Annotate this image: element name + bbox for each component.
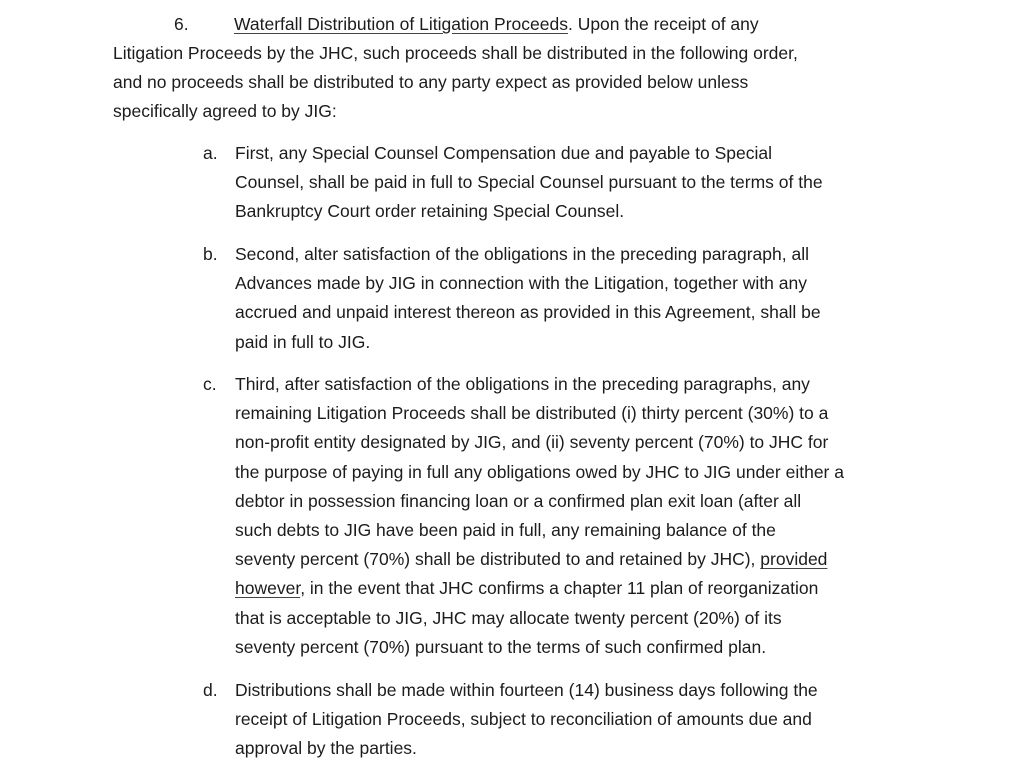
provided-however-emphasis: provided xyxy=(760,549,828,570)
section-title-punct: . xyxy=(567,14,573,34)
list-item-line: First, any Special Counsel Compensation due and payable to Special xyxy=(235,143,772,163)
list-item-body xyxy=(235,676,923,764)
list-item-line: Second, alter satisfaction of the obligations in the preceding paragraph, all xyxy=(235,244,809,264)
list-item-line: remaining Litigation Proceeds shall be distributed (i) thirty percent (30%) to a xyxy=(235,403,829,424)
section-heading-line xyxy=(113,10,903,39)
provided-however-emphasis: however xyxy=(235,578,301,599)
list-item-letter: a. xyxy=(203,143,218,163)
list-item-letter: c. xyxy=(203,374,217,394)
list-item-line: Distributions shall be made within fourteen (14) business days following the xyxy=(235,680,818,700)
section-6-paragraph xyxy=(113,10,903,126)
list-item-line: such debts to JIG have been paid in full, any remaining balance of the xyxy=(235,520,776,541)
list-item-line: accrued and unpaid interest thereon as provided in this Agreement, shall be xyxy=(235,302,821,323)
list-item-body xyxy=(235,240,923,357)
section-number: 6. xyxy=(174,14,189,34)
list-item-line xyxy=(235,574,923,603)
paragraph-line: Litigation Proceeds by the JHC, such proceeds shall be distributed in the following order, xyxy=(113,43,798,63)
list-item-line: Bankruptcy Court order retaining Special Counsel. xyxy=(235,201,625,222)
list-item-line: paid in full to JIG. xyxy=(235,331,371,352)
line-text: seventy percent (70%) shall be distributed to and retained by JHC), xyxy=(235,549,761,570)
list-item-line: receipt of Litigation Proceeds, subject to reconciliation of amounts due and xyxy=(235,709,812,730)
list-item-letter: b. xyxy=(203,244,218,264)
list-item-body xyxy=(235,370,923,662)
paragraph-line: Upon the receipt of any xyxy=(572,14,759,34)
list-item-line: Third, after satisfaction of the obligations in the preceding paragraphs, any xyxy=(235,374,810,394)
line-text: , in the event that JHC confirms a chapter 11 plan of reorganization xyxy=(300,578,819,599)
list-item-d xyxy=(203,676,923,764)
list-item-body xyxy=(235,139,923,227)
list-item-line xyxy=(235,545,923,574)
list-item-line: Advances made by JIG in connection with the Litigation, together with any xyxy=(235,273,807,294)
paragraph-line: and no proceeds shall be distributed to any party expect as provided below unless xyxy=(113,72,749,92)
list-item-line: debtor in possession financing loan or a confirmed plan exit loan (after all xyxy=(235,490,802,511)
list-item-letter: d. xyxy=(203,680,218,700)
list-item-line: Counsel, shall be paid in full to Special Counsel pursuant to the terms of the xyxy=(235,172,823,193)
list-item-line: seventy percent (70%) pursuant to the terms of such confirmed plan. xyxy=(235,636,767,657)
list-item-line: non-profit entity designated by JIG, and (ii) seventy percent (70%) to JHC for xyxy=(235,432,829,453)
list-item-c xyxy=(203,370,923,662)
list-item-line: the purpose of paying in full any obligations owed by JHC to JIG under either a xyxy=(235,461,844,482)
list-item-line: that is acceptable to JIG, JHC may allocate twenty percent (20%) of its xyxy=(235,607,782,628)
list-item-b xyxy=(203,240,923,357)
list-item-a xyxy=(203,139,923,227)
paragraph-line: specifically agreed to by JIG: xyxy=(113,101,337,121)
section-title: Waterfall Distribution of Litigation Proceeds xyxy=(234,14,568,34)
list-item-line: approval by the parties. xyxy=(235,738,417,759)
